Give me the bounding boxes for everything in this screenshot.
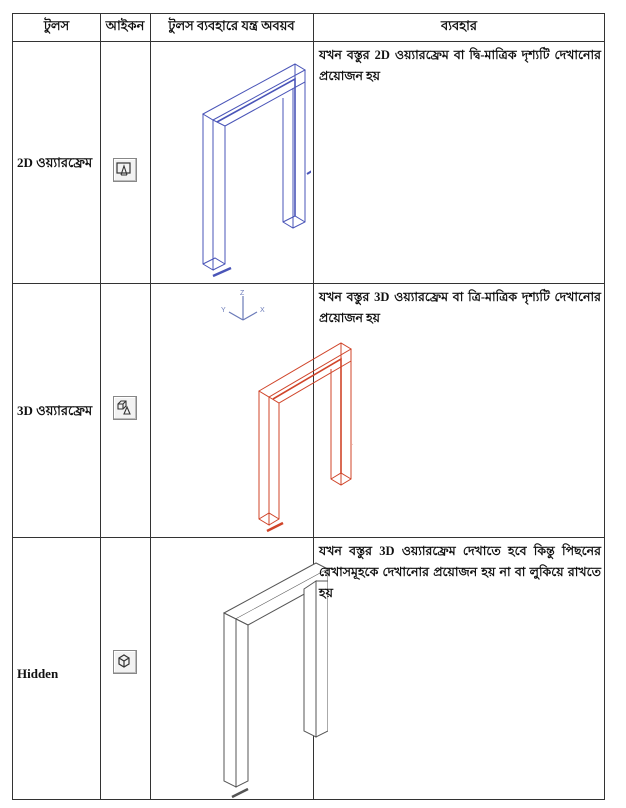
- tools-table: [12, 13, 605, 800]
- header-usage: ব্যবহার: [441, 18, 477, 33]
- header-tool: টুলস: [43, 18, 70, 33]
- svg-text:Z: Z: [240, 290, 245, 297]
- tool-name-3d-wireframe: 3D ওয়্যারফ্রেম: [17, 403, 93, 418]
- tool-name-2d-wireframe: 2D ওয়্যারফ্রেম: [17, 155, 93, 170]
- 3d-wireframe-icon[interactable]: [113, 396, 137, 420]
- usage-hidden: যখন বস্তুর 3D ওয়্যারফ্রেম দেখাতে হবে কিন্তু পিছনের রেখাসমূহকে দেখানোর প্রয়োজন হয় না বা লুকিয়ে রাখতে হয়: [319, 544, 601, 600]
- 2d-wireframe-icon[interactable]: [113, 158, 137, 182]
- 3d-wireframe-frame-illustration: [253, 319, 353, 534]
- usage-3d-wireframe: যখন বস্তুর 3D ওয়্যারফ্রেম বা ত্রি-মাত্রিক দৃশ্যটি দেখানোর প্রয়োজন হয়: [319, 290, 601, 325]
- svg-text:X: X: [260, 307, 265, 314]
- column-divider: [150, 14, 151, 799]
- column-divider: [100, 14, 101, 799]
- header-appearance: টুলস ব্যবহারে যন্ত্র অবয়ব: [168, 18, 295, 33]
- 2d-wireframe-frame-illustration: [191, 42, 311, 282]
- header-icon: আইকন: [105, 18, 145, 33]
- tool-name-hidden: Hidden: [17, 666, 59, 681]
- usage-2d-wireframe: যখন বস্তুর 2D ওয়্যারফ্রেম বা দ্বি-মাত্রিক দৃশ্যটি দেখানোর প্রয়োজন হয়: [319, 48, 601, 83]
- hidden-icon[interactable]: [113, 650, 137, 674]
- hidden-frame-illustration: [218, 541, 328, 806]
- svg-text:Y: Y: [221, 307, 226, 314]
